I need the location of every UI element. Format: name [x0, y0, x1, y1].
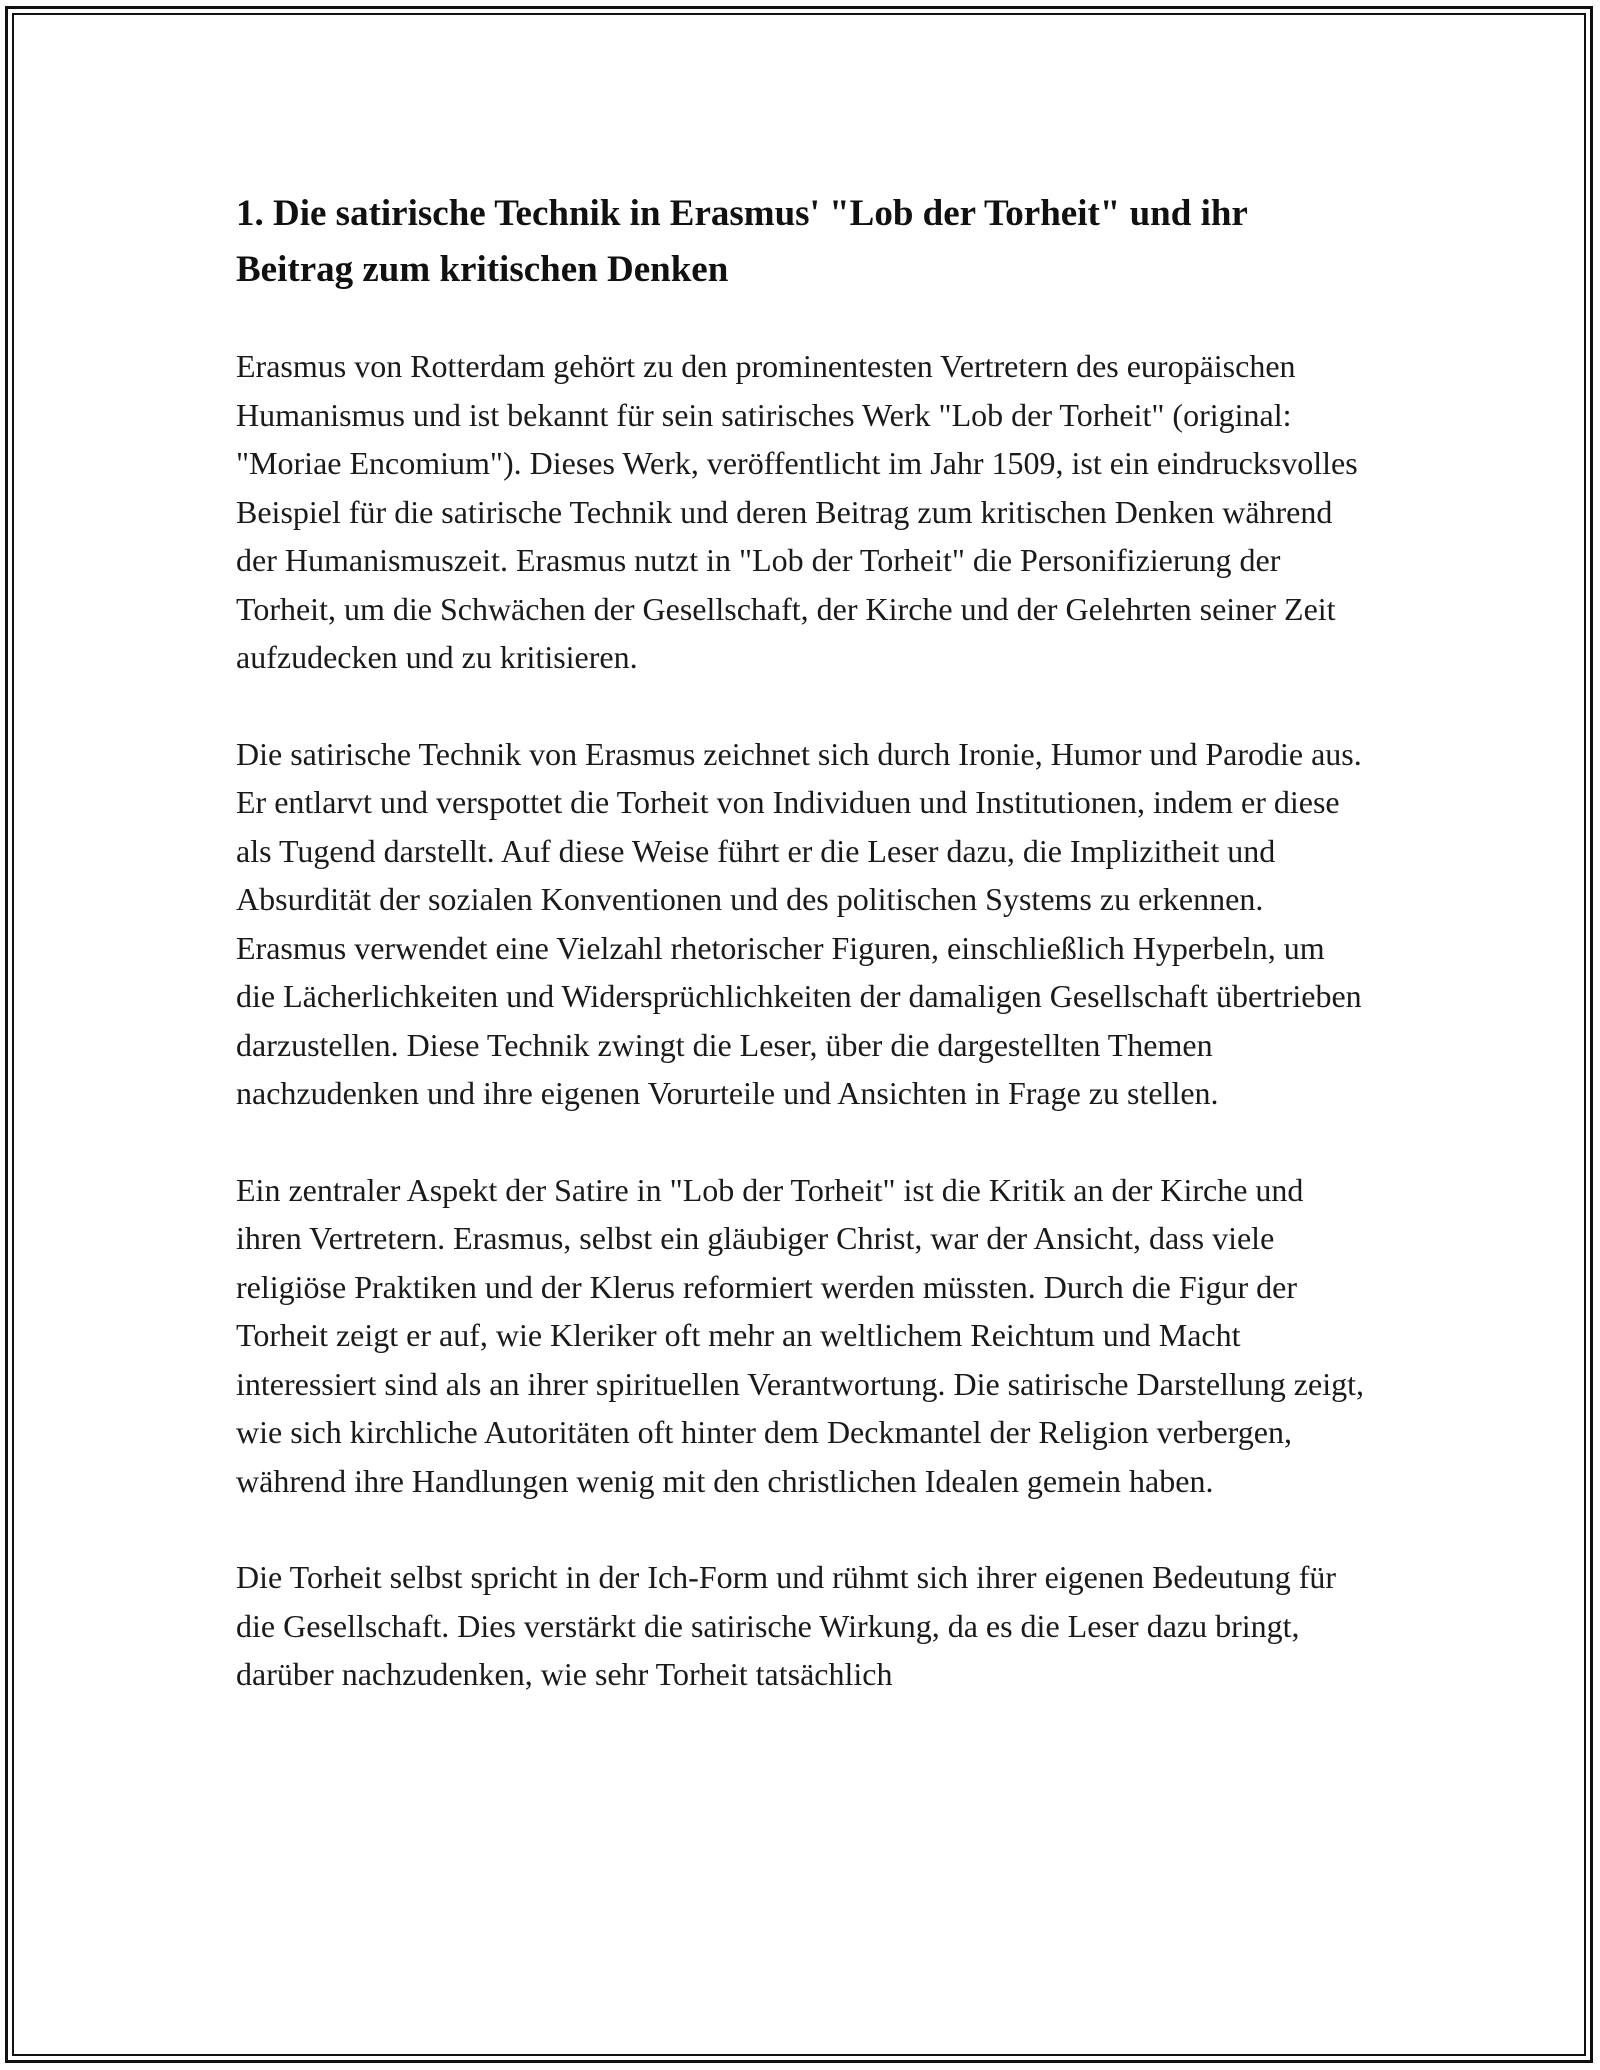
paragraph-4: Die Torheit selbst spricht in der Ich-Form und rühmt sich ihrer eigenen Bedeutung für die Gesellschaft. Dies verstärkt die satirische Wirkung, da es die Leser dazu bringt, darüber nachzudenken, wie sehr Torheit tatsächlich: [236, 1559, 1337, 1692]
paragraph-2: Die satirische Technik von Erasmus zeichnet sich durch Ironie, Humor und Parodie aus. Er entlarvt und verspottet die Torheit von Individuen und Institutionen, indem er diese als Tugend darstellt. Auf diese Weise führt er die Leser dazu, die Implizitheit und Absurdität der sozialen Konventionen und des politischen Systems zu erkennen. Erasmus verwendet eine Vielzahl rhetorischer Figuren, einschließlich Hyperbeln, um die Lächerlichkeiten und Widersprüchlichkeiten der damaligen Gesellschaft übertrieben darzustellen. Diese Technik zwingt die Leser, über die dargestellten Themen nachzudenken und ihre eigenen Vorurteile und Ansichten in Frage zu stellen.: [236, 735, 1362, 1111]
section-heading: 1. Die satirische Technik in Erasmus' "Lob der Torheit" und ihr Beitrag zum kritischen Denken: [236, 193, 1248, 290]
paragraph-1: Erasmus von Rotterdam gehört zu den prominentesten Vertretern des europäischen Humanismus und ist bekannt für sein satirisches Werk "Lob der Torheit" (original: "Moriae Encomium"). Dieses Werk, veröffentlicht im Jahr 1509, ist ein eindrucksvolles Beispiel für die satirische Technik und deren Beitrag zum kritischen Denken während der Humanismuszeit. Erasmus nutzt in "Lob der Torheit" die Personifizierung der Torheit, um die Schwächen der Gesellschaft, der Kirche und der Gelehrten seiner Zeit aufzudecken und zu kritisieren.: [236, 348, 1358, 675]
paragraph-3: Ein zentraler Aspekt der Satire in "Lob der Torheit" ist die Kritik an der Kirche und ihren Vertretern. Erasmus, selbst ein gläubiger Christ, war der Ansicht, dass viele religiöse Praktiken und der Klerus reformiert werden müssten. Durch die Figur der Torheit zeigt er auf, wie Kleriker oft mehr an weltlichem Reichtum und Macht interessiert sind als an ihrer spirituellen Verantwortung. Die satirische Darstellung zeigt, wie sich kirchliche Autoritäten oft hinter dem Deckmantel der Religion verbergen, während ihre Handlungen wenig mit den christlichen Idealen gemein haben.: [236, 1171, 1364, 1499]
document-body: [236, 186, 1368, 1747]
